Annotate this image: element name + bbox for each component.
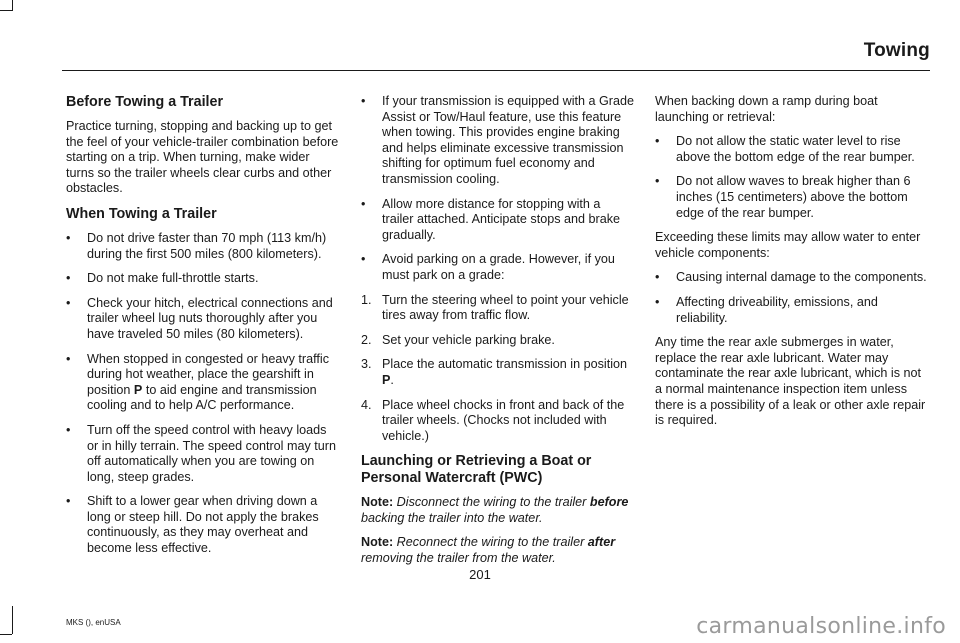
note-reconnect: Note: Reconnect the wiring to the trailer after removing the trailer from the water. <box>361 535 616 566</box>
list-item: • Do not drive faster than 70 mph (113 km/h) during the first 500 miles (800 kilometers). <box>66 230 327 261</box>
step-item: 3. Place the automatic transmission in position P. <box>361 357 628 387</box>
crop-mark-bottom-left-h <box>0 634 12 635</box>
list-item: • Do not make full-throttle starts. <box>66 271 259 286</box>
list-item: • Allow more distance for stopping with a trailer attached. Anticipate stops and brake gradually. <box>361 196 621 242</box>
paragraph-exceeding-limits: Exceeding these limits may allow water to enter vehicle components: <box>655 230 921 260</box>
bullet-icon: • <box>655 134 660 149</box>
paragraph-practice: Practice turning, stopping and backing up to get the feel of your vehicle-trailer combination before starting on a trip. When turning, make wider turns so the trailer wheels clear curbs and other obstacles. <box>66 119 339 196</box>
page-number: 201 <box>469 567 491 582</box>
footer-model: MKS (), enUSA <box>66 618 121 627</box>
list-item: • Avoid parking on a grade. However, if you must park on a grade: <box>361 252 615 282</box>
bullet-icon: • <box>361 94 366 108</box>
parking-steps-list <box>361 293 635 445</box>
water-level-list <box>655 134 927 221</box>
step-item: 4. Place wheel chocks in front and back of the trailer wheels. (Chocks not included with vehicle.) <box>361 397 625 443</box>
bullet-icon: • <box>66 351 71 366</box>
page-title: Towing <box>863 40 930 61</box>
list-item: • Do not allow the static water level to rise above the bottom edge of the rear bumper. <box>655 134 915 164</box>
bullet-icon: • <box>655 270 660 285</box>
header-rule <box>62 70 930 71</box>
step-item: 2. Set your vehicle parking brake. <box>361 332 555 347</box>
list-item: • Shift to a lower gear when driving down a long or steep hill. Do not apply the brakes continuously, as they may overheat and become less effective. <box>66 494 319 556</box>
step-number: 3. <box>361 357 372 372</box>
bullet-icon: • <box>66 494 71 509</box>
list-item: • Check your hitch, electrical connections and trailer wheel lug nuts thoroughly after you have traveled 50 miles (80 kilometers). <box>66 295 333 341</box>
section-heading-before-towing: Before Towing a Trailer <box>66 94 224 110</box>
list-item: • Turn off the speed control with heavy loads or in hilly terrain. The speed control may turn off automatically when you are towing on long, steep grades. <box>66 422 336 484</box>
list-item: • Affecting driveability, emissions, and reliability. <box>655 294 878 325</box>
crop-mark-top-left-h <box>0 10 12 11</box>
crop-mark-bottom-left-v <box>12 606 13 634</box>
step-number: 4. <box>361 397 372 412</box>
bullet-icon: • <box>66 230 71 245</box>
bullet-icon: • <box>655 294 660 309</box>
towing-tips-list <box>66 231 340 557</box>
step-number: 2. <box>361 332 372 347</box>
crop-mark-top-left-v <box>12 0 13 11</box>
column-1 <box>66 94 340 566</box>
step-item: 1. Turn the steering wheel to point your vehicle tires away from traffic flow. <box>361 292 629 323</box>
list-item: • Causing internal damage to the components. <box>655 270 927 285</box>
bullet-icon: • <box>655 174 660 189</box>
towing-tips-list-continued <box>361 94 635 284</box>
bullet-icon: • <box>66 295 71 310</box>
bullet-icon: • <box>66 422 71 437</box>
bullet-icon: • <box>361 252 366 267</box>
list-item: • If your transmission is equipped with a Grade Assist or Tow/Haul feature, use this feature when towing. This provides engine braking and helps eliminate excessive transmission shifting for optimum fuel economy and transmission cooling. <box>361 94 634 186</box>
paragraph-ramp-intro: When backing down a ramp during boat launching or retrieval: <box>655 94 878 124</box>
bullet-icon: • <box>66 271 71 286</box>
step-number: 1. <box>361 292 372 307</box>
watermark-text: carmanualsonline.info <box>696 614 946 639</box>
note-disconnect: Note: Disconnect the wiring to the trailer before backing the trailer into the water. <box>361 495 629 525</box>
list-item: • When stopped in congested or heavy traffic during hot weather, place the gearshift in position P to aid engine and transmission cooling and to help A/C performance. <box>66 351 329 413</box>
consequences-list <box>655 270 927 326</box>
column-2 <box>361 94 635 576</box>
column-3 <box>655 94 927 438</box>
section-heading-boat-launching: Launching or Retrieving a Boat or Personal Watercraft (PWC) <box>361 453 592 487</box>
bullet-icon: • <box>361 196 366 211</box>
list-item: • Do not allow waves to break higher than 6 inches (15 centimeters) above the bottom edge of the rear bumper. <box>655 174 911 220</box>
section-heading-when-towing: When Towing a Trailer <box>66 205 217 222</box>
paragraph-rear-axle: Any time the rear axle submerges in water, replace the rear axle lubricant. Water may contaminate the rear axle lubricant, which is not a normal maintenance inspection item unless there is a possibility of a leak or other axle repair is required. <box>655 335 926 428</box>
